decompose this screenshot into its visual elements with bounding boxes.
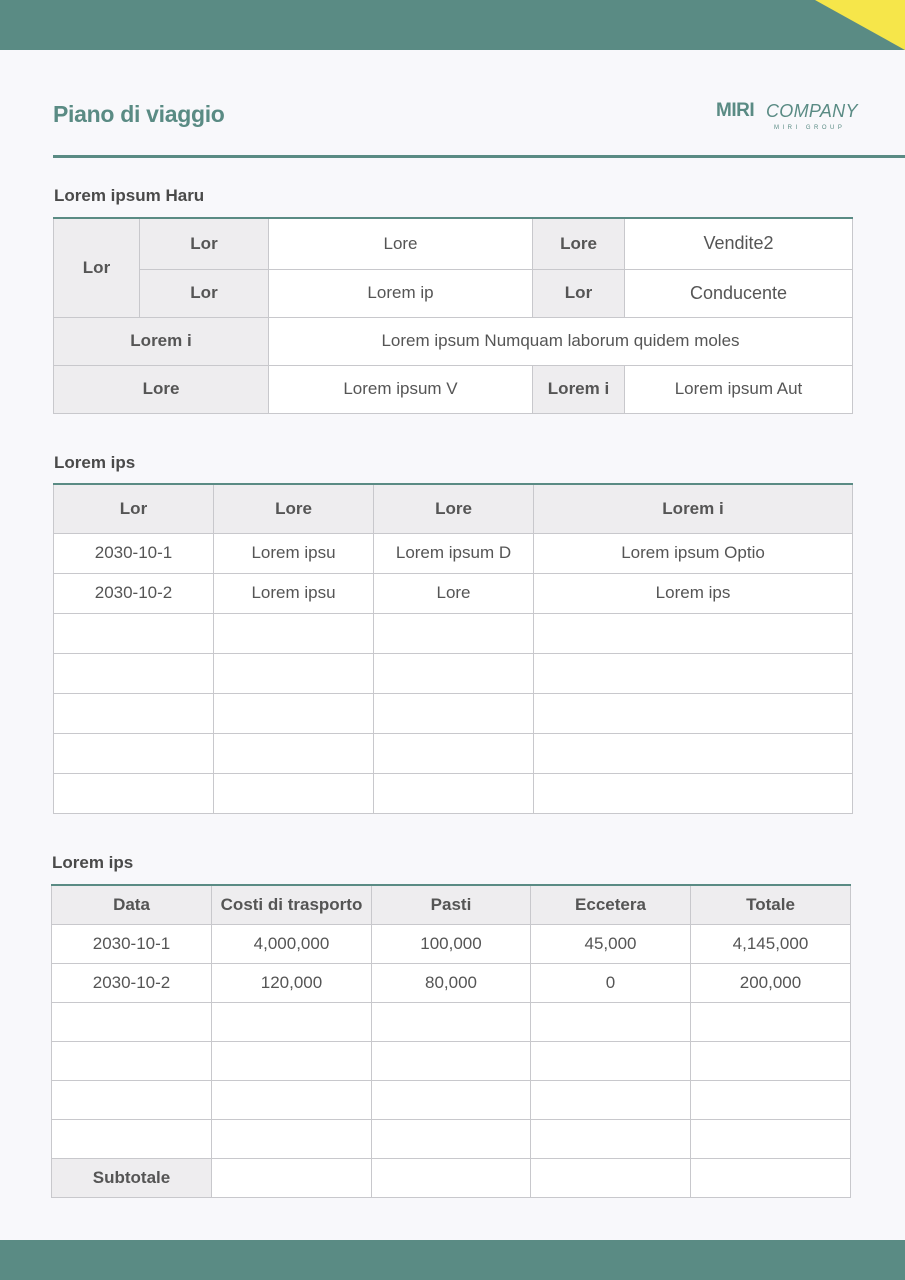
row4-value2: Lorem ipsum Aut xyxy=(625,365,853,413)
table-cell xyxy=(372,1119,531,1158)
expenses-col-etc: Eccetera xyxy=(531,885,691,924)
table-cell: Lorem ips xyxy=(534,573,853,613)
table-cell: 2030-10-1 xyxy=(54,533,214,573)
table-cell xyxy=(214,653,374,693)
table-cell: 200,000 xyxy=(691,963,851,1002)
subtotal-row xyxy=(52,1158,851,1197)
table-cell: 4,000,000 xyxy=(212,924,372,963)
company-logo xyxy=(716,100,856,136)
table-row xyxy=(52,1119,851,1158)
table-cell xyxy=(372,1158,531,1197)
table-cell xyxy=(52,1080,212,1119)
table-cell xyxy=(372,1041,531,1080)
table-cell xyxy=(212,1080,372,1119)
table-cell xyxy=(374,613,534,653)
table-row xyxy=(54,533,853,573)
table-row xyxy=(54,773,853,813)
table-cell: 45,000 xyxy=(531,924,691,963)
info-row-4 xyxy=(54,365,853,413)
table-row xyxy=(54,573,853,613)
table-cell xyxy=(691,1119,851,1158)
table-cell xyxy=(52,1119,212,1158)
table-cell xyxy=(54,613,214,653)
table-cell: 120,000 xyxy=(212,963,372,1002)
row3-value: Lorem ipsum Numquam laborum quidem moles xyxy=(269,317,853,365)
table-cell xyxy=(54,773,214,813)
table-row xyxy=(52,1002,851,1041)
table-cell xyxy=(531,1158,691,1197)
table-cell xyxy=(531,1080,691,1119)
itinerary-col-1: Lor xyxy=(54,484,214,533)
section1-title: Lorem ipsum Haru xyxy=(54,186,205,205)
table-cell xyxy=(534,613,853,653)
bottom-band xyxy=(0,1240,905,1280)
info-row-1 xyxy=(54,218,853,269)
table-cell xyxy=(54,733,214,773)
row2-label2: Lor xyxy=(533,269,625,317)
itinerary-header-row xyxy=(54,484,853,533)
top-accent-triangle xyxy=(815,0,905,50)
info-row-3 xyxy=(54,317,853,365)
table-row xyxy=(52,1041,851,1080)
logo-mark: MIRI xyxy=(716,100,755,121)
row2-value: Lorem ip xyxy=(269,269,533,317)
table-cell xyxy=(212,1002,372,1041)
table-cell xyxy=(54,693,214,733)
table-row xyxy=(54,613,853,653)
row1-label: Lor xyxy=(140,218,269,269)
table-cell: Lorem ipsum D xyxy=(374,533,534,573)
row1-label2: Lore xyxy=(533,218,625,269)
table-cell: 4,145,000 xyxy=(691,924,851,963)
subtotal-label: Subtotale xyxy=(52,1158,212,1197)
page-title: Piano di viaggio xyxy=(53,101,225,127)
table-row xyxy=(54,653,853,693)
section3-title: Lorem ips xyxy=(52,853,134,872)
table-row xyxy=(54,733,853,773)
table-cell xyxy=(534,733,853,773)
table-cell: 100,000 xyxy=(372,924,531,963)
table-row xyxy=(52,963,851,1002)
expenses-col-data: Data xyxy=(52,885,212,924)
table-cell xyxy=(691,1158,851,1197)
table-cell: 2030-10-2 xyxy=(52,963,212,1002)
expenses-col-total: Totale xyxy=(691,885,851,924)
table-cell xyxy=(214,733,374,773)
table-cell xyxy=(534,773,853,813)
top-band xyxy=(0,0,905,50)
table-cell: 0 xyxy=(531,963,691,1002)
table-cell xyxy=(214,773,374,813)
table-cell: Lorem ipsu xyxy=(214,533,374,573)
group-label: Lor xyxy=(54,218,140,317)
table-cell xyxy=(52,1041,212,1080)
title-divider xyxy=(53,155,905,158)
expenses-col-transport: Costi di trasporto xyxy=(212,885,372,924)
table-cell xyxy=(374,653,534,693)
trip-info-table xyxy=(53,217,853,414)
table-cell xyxy=(691,1041,851,1080)
table-row xyxy=(54,693,853,733)
row3-label: Lorem i xyxy=(54,317,269,365)
logo-wordmark: COMPANY xyxy=(766,101,858,121)
table-cell: Lorem ipsum Optio xyxy=(534,533,853,573)
table-cell xyxy=(691,1002,851,1041)
table-cell xyxy=(531,1119,691,1158)
row4-label2: Lorem i xyxy=(533,365,625,413)
table-cell xyxy=(691,1080,851,1119)
table-cell xyxy=(214,693,374,733)
table-cell xyxy=(531,1002,691,1041)
row1-value2: Vendite2 xyxy=(625,218,853,269)
table-cell xyxy=(54,653,214,693)
table-cell xyxy=(374,693,534,733)
itinerary-table xyxy=(53,483,853,814)
row1-value: Lore xyxy=(269,218,533,269)
table-cell xyxy=(531,1041,691,1080)
table-cell: 2030-10-1 xyxy=(52,924,212,963)
table-cell xyxy=(374,773,534,813)
table-cell: Lore xyxy=(374,573,534,613)
expenses-table xyxy=(51,884,851,1198)
table-cell xyxy=(372,1002,531,1041)
table-cell xyxy=(374,733,534,773)
table-cell xyxy=(52,1002,212,1041)
table-row xyxy=(52,1080,851,1119)
row4-label: Lore xyxy=(54,365,269,413)
table-cell xyxy=(534,653,853,693)
table-row xyxy=(52,924,851,963)
table-cell xyxy=(212,1041,372,1080)
table-cell: Lorem ipsu xyxy=(214,573,374,613)
expenses-header-row xyxy=(52,885,851,924)
itinerary-col-2: Lore xyxy=(214,484,374,533)
table-cell xyxy=(214,613,374,653)
table-cell: 80,000 xyxy=(372,963,531,1002)
table-cell xyxy=(534,693,853,733)
row4-value: Lorem ipsum V xyxy=(269,365,533,413)
row2-value2: Conducente xyxy=(625,269,853,317)
itinerary-col-3: Lore xyxy=(374,484,534,533)
table-cell: 2030-10-2 xyxy=(54,573,214,613)
table-cell xyxy=(212,1158,372,1197)
row2-label: Lor xyxy=(140,269,269,317)
expenses-col-meals: Pasti xyxy=(372,885,531,924)
info-row-2 xyxy=(54,269,853,317)
section2-title: Lorem ips xyxy=(54,453,136,472)
table-cell xyxy=(372,1080,531,1119)
logo-subtitle: MIRI GROUP xyxy=(774,125,846,131)
table-cell xyxy=(212,1119,372,1158)
itinerary-col-4: Lorem i xyxy=(534,484,853,533)
